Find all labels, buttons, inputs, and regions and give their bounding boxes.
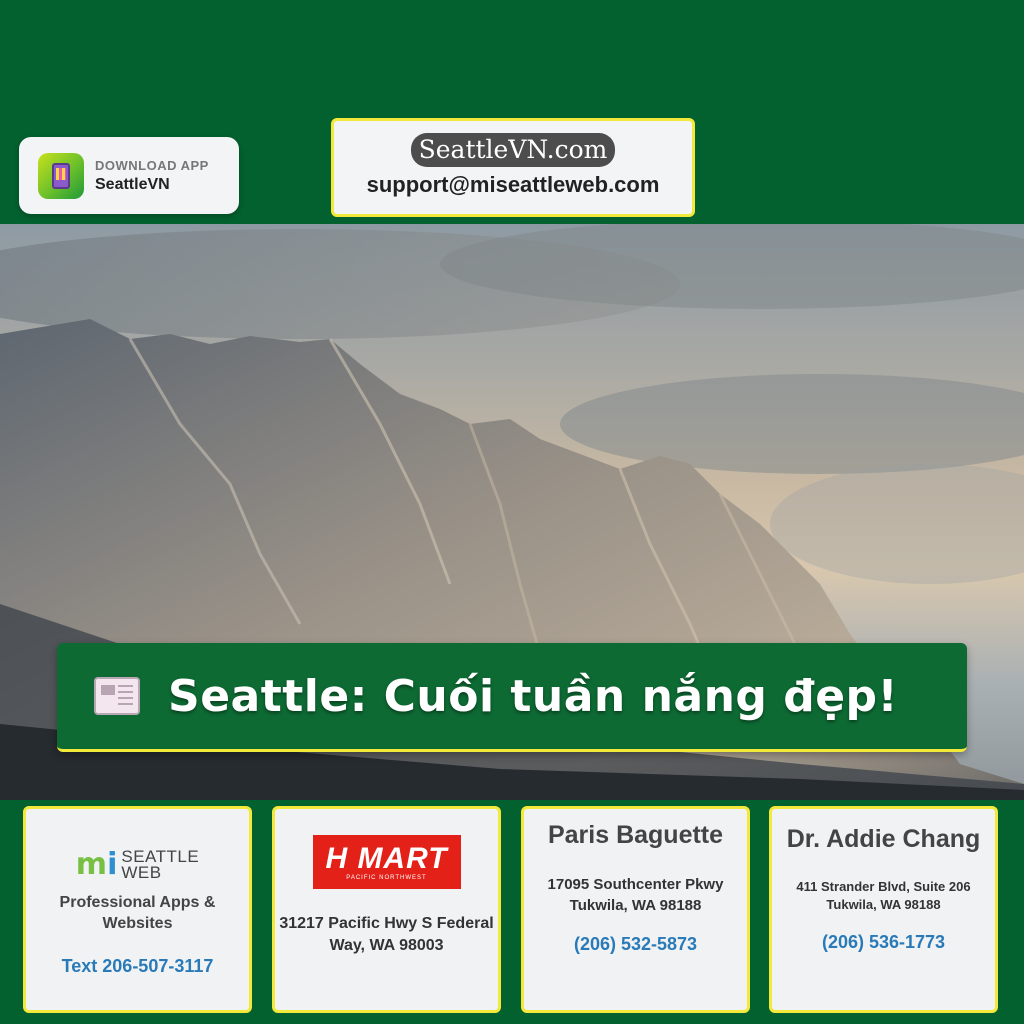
newspaper-icon (94, 677, 140, 715)
sponsor-card-hmart[interactable] (272, 806, 501, 1013)
download-app-label: DOWNLOAD APP (95, 157, 209, 173)
site-name[interactable]: SeattleVN.com (411, 133, 616, 167)
sponsor-address: 17095 Southcenter Pkwy Tukwila, WA 98188 (547, 876, 724, 914)
sponsor-title: Paris Baguette (547, 821, 724, 849)
headline-banner[interactable] (57, 643, 967, 752)
app-icon (38, 153, 84, 199)
app-name: SeattleVN (95, 175, 170, 193)
headline-text: Seattle: Cuối tuần nắng đẹp! (168, 670, 899, 722)
download-app-badge[interactable] (19, 137, 239, 214)
seattle-web-logo: mi SEATTLE WEB (75, 846, 200, 882)
sponsor-tagline: Professional Apps & Websites (59, 894, 216, 932)
logo-text-web: WEB (121, 862, 162, 882)
support-email[interactable]: support@miseattleweb.com (366, 172, 660, 197)
sponsor-card-paris-baguette[interactable] (521, 806, 750, 1013)
site-info-box (331, 118, 695, 217)
sponsor-phone[interactable]: (206) 536-1773 (821, 932, 946, 952)
hmart-logo: H MART PACIFIC NORTHWEST (313, 835, 461, 889)
sponsor-phone[interactable]: Text 206-507-3117 (61, 956, 214, 976)
logo-text-seattle: SEATTLE (121, 846, 200, 866)
sponsor-card-seattle-web[interactable] (23, 806, 252, 1013)
sponsor-address: 411 Strander Blvd, Suite 206 Tukwila, WA 98188 (796, 879, 971, 912)
sponsor-card-dr-addie-chang[interactable] (769, 806, 998, 1013)
sponsor-address: 31217 Pacific Hwy S Federal Way, WA 98003 (279, 915, 494, 954)
sponsor-phone[interactable]: (206) 532-5873 (573, 934, 698, 954)
sponsor-title: Dr. Addie Chang (786, 825, 981, 853)
